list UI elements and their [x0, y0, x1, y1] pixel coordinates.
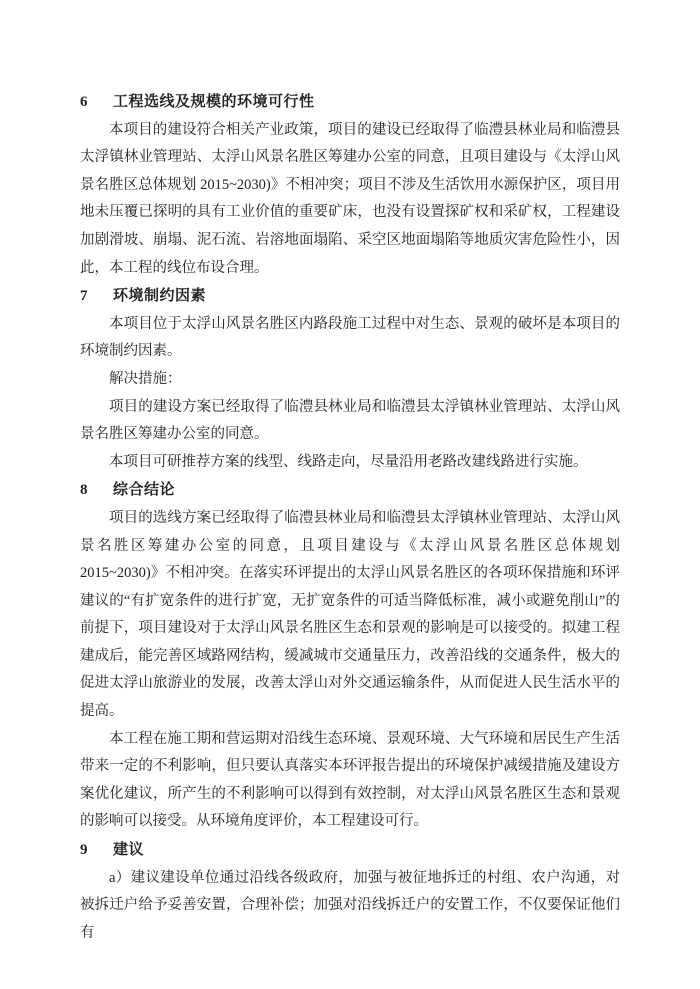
section-8-number: 8	[80, 482, 88, 499]
section-6-title: 工程选线及规模的环境可行性	[113, 93, 315, 110]
section-7-paragraph: 本项目位于太浮山风景名胜区内路段施工过程中对生态、景观的破坏是本项目的环境制约因素。	[80, 315, 620, 360]
section-7-paragraph: 项目的建设方案已经取得了临澧县林业局和临澧县太浮镇林业管理站、太浮山风景名胜区筹建办公室的同意。	[80, 398, 620, 443]
section-8-paragraph: 本工程在施工期和营运期对沿线生态环境、景观环境、大气环境和居民生产生活带来一定的不利影响，但只要认真落实本环评报告提出的环境保护减缓措施及建设方案优化建议，所产生的不利影响可以得到有效控制，对太浮山风景名胜区生态和景观的影响可以接受。从环境角度评价，本工程建设可行。	[80, 730, 620, 830]
section-7-paragraph: 本项目可研推荐方案的线型、线路走向，尽量沿用老路改建线路进行实施。	[109, 453, 588, 470]
section-6-number: 6	[80, 94, 88, 110]
section-8-paragraph: 项目的选线方案已经取得了临澧县林业局和临澧县太浮镇林业管理站、太浮山风景名胜区筹建办公室的同意，且项目建设与《太浮山风景名胜区总体规划 2015~2030)》不相冲突。在落实环评提出的太浮山风景名胜区的各项环保措施和环评建议的“有扩宽条件的进行扩宽，无扩宽条件的可适当降低标准，减小或避免削山”的前提下，项目建设对于太浮山风景名胜区生态和景观的影响是可以接受的。拟建工程建成后，能完善区域路网结构，缓减城市交通量压力，改善沿线的交通条件，极大的促进太浮山旅游业的发展，改善太浮山对外交通运输条件，从而促进人民生活水平的提高。	[80, 509, 620, 720]
section-8-heading	[80, 476, 620, 505]
section-9-number: 9	[80, 842, 88, 859]
section-7-title: 环境制约因素	[113, 287, 207, 305]
section-7-number: 7	[80, 288, 88, 305]
section-9-paragraph: a）建议建设单位通过沿线各级政府，加强与被征地拆迁的村组、农户沟通，对被拆迁户给予妥善安置，合理补偿；加强对沿线拆迁户的安置工作，不仅要保证他们有	[80, 869, 620, 941]
section-6-heading	[80, 88, 620, 117]
section-9-heading	[80, 836, 620, 865]
section-7-heading	[80, 282, 620, 311]
section-7-paragraph: 解决措施：	[109, 370, 182, 387]
section-9-title: 建议	[113, 841, 145, 859]
section-8-title: 综合结论	[113, 481, 176, 499]
section-6-paragraph: 本项目的建设符合相关产业政策，项目的建设已经取得了临澧县林业局和临澧县太浮镇林业管理站、太浮山风景名胜区筹建办公室的同意，且项目建设与《太浮山风景名胜区总体规划 2015~2030)》不相冲突；项目不涉及生活饮用水源保护区，项目用地未压覆已探明的具有工业价值的重要矿床，也没有设置探矿权和采矿权，工程建设加剧滑坡、崩塌、泥石流、岩溶地面塌陷、采空区地面塌陷等地质灾害危险性小，因此，本工程的线位布设合理。	[80, 121, 620, 276]
